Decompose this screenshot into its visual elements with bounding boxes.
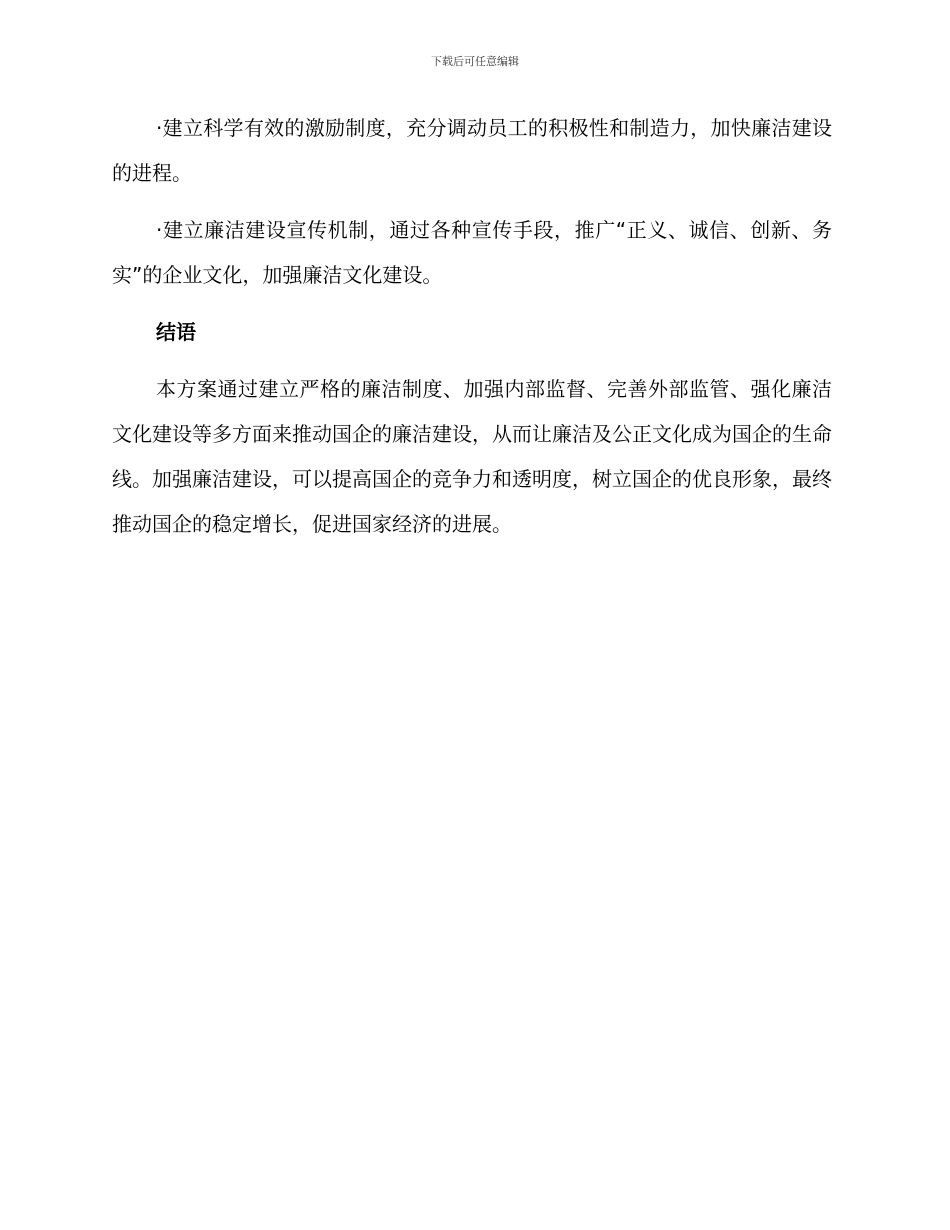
bullet-paragraph-incentive: ·建立科学有效的激励制度，充分调动员工的积极性和制造力，加快廉洁建设的进程。	[112, 116, 832, 185]
conclusion-paragraph: 本方案通过建立严格的廉洁制度、加强内部监督、完善外部监管、强化廉洁文化建设等多方面来推动国企的廉洁建设，从而让廉洁及公正文化成为国企的生命线。加强廉洁建设，可以提高国企的竞争力和透明度，树立国企的优良形象，最终推动国企的稳定增长，促进国家经济的进展。	[112, 377, 832, 536]
page-header: 下载后可任意编辑	[431, 55, 519, 68]
section-heading-conclusion: 结语	[156, 320, 196, 344]
bullet-paragraph-publicity: ·建立廉洁建设宣传机制，通过各种宣传手段，推广“正义、诚信、创新、务实”的企业文化，加强廉洁文化建设。	[112, 218, 832, 287]
document-body	[112, 106, 832, 547]
